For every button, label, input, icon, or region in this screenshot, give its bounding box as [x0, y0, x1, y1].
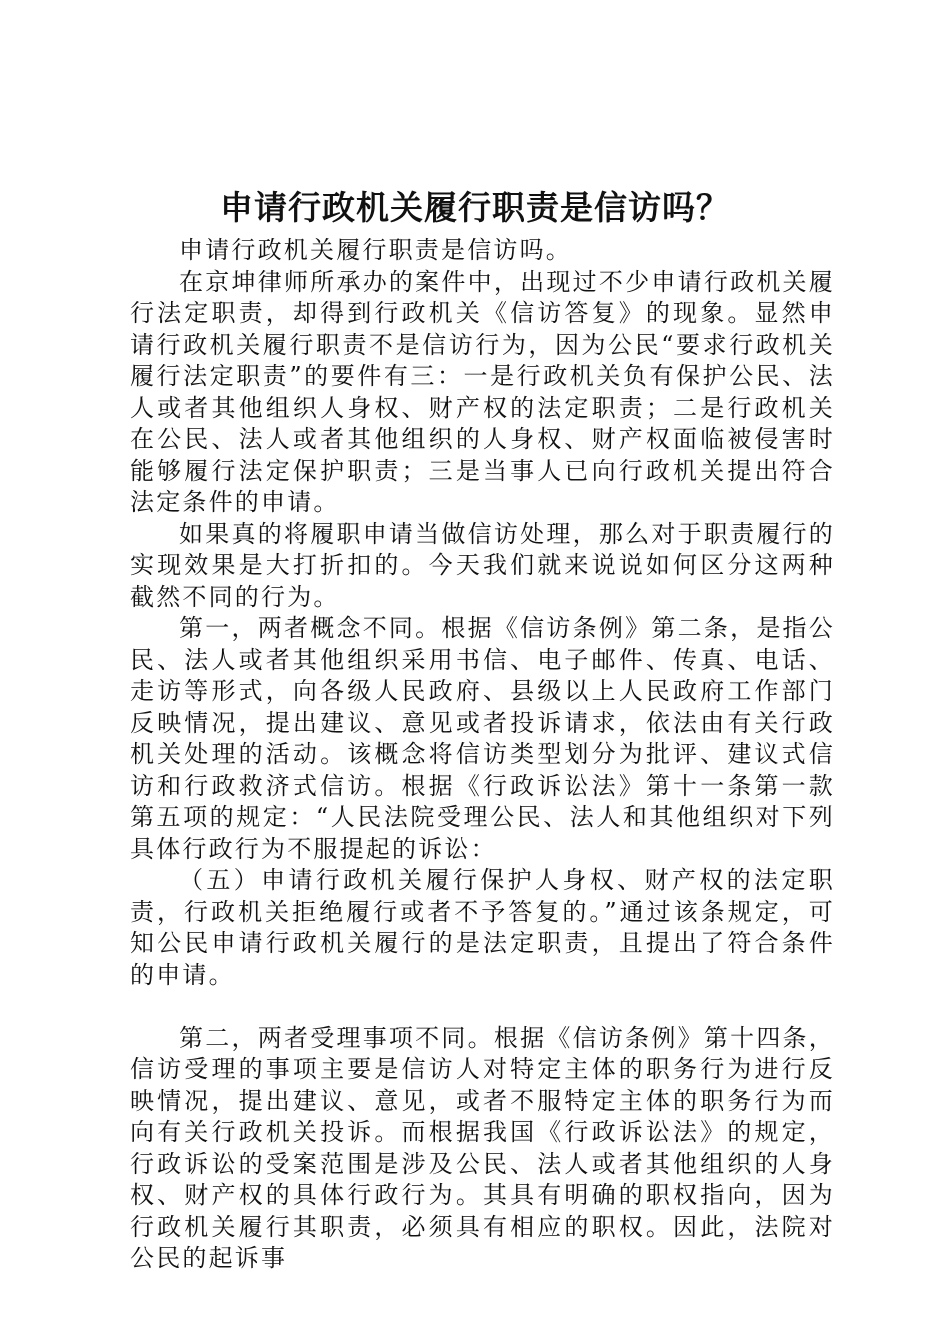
- document-body: [130, 235, 835, 1275]
- paragraph-requirements: 在京坤律师所承办的案件中，出现过不少申请行政机关履行法定职责，却得到行政机关《信访答复》的现象。显然申请行政机关履行职责不是信访行为，因为公民“要求行政机关履行法定职责”的要件有三：一是行政机关负有保护公民、法人或者其他组织人身权、财产权的法定职责；二是行政机关在公民、法人或者其他组织的人身权、财产权面临被侵害时能够履行法定保护职责；三是当事人已向行政机关提出符合法定条件的申请。: [130, 267, 835, 516]
- paragraph-first-difference: 第一，两者概念不同。根据《信访条例》第二条，是指公民、法人或者其他组织采用书信、电子邮件、传真、电话、走访等形式，向各级人民政府、县级以上人民政府工作部门反映情况，提出建议、意见或者投诉请求，依法由有关行政机关处理的活动。该概念将信访类型划分为批评、建议式信访和行政救济式信访。根据《行政诉讼法》第十一条第一款第五项的规定：“人民法院受理公民、法人和其他组织对下列具体行政行为不服提起的诉讼：: [130, 614, 835, 863]
- paragraph-second-difference: 第二，两者受理事项不同。根据《信访条例》第十四条，信访受理的事项主要是信访人对特定主体的职务行为进行反映情况，提出建议、意见，或者不服特定主体的职务行为而向有关行政机关投诉。而根据我国《行政诉讼法》的规定，行政诉讼的受案范围是涉及公民、法人或者其他组织的人身权、财产权的具体行政行为。其具有明确的职权指向，因为行政机关履行其职责，必须具有相应的职权。因此，法院对公民的起诉事: [130, 1023, 835, 1272]
- document-title: 申请行政机关履行职责是信访吗？: [220, 188, 730, 227]
- paragraph-effect: 如果真的将履职申请当做信访处理，那么对于职责履行的实现效果是大打折扣的。今天我们就来说说如何区分这两种截然不同的行为。: [130, 519, 835, 611]
- paragraph-legal-clause: （五）申请行政机关履行保护人身权、财产权的法定职责，行政机关拒绝履行或者不予答复的。”通过该条规定，可知公民申请行政机关履行的是法定职责，且提出了符合条件的申请。: [130, 866, 835, 989]
- paragraph-spacer: [130, 991, 835, 1023]
- paragraph-intro: 申请行政机关履行职责是信访吗。: [179, 236, 572, 264]
